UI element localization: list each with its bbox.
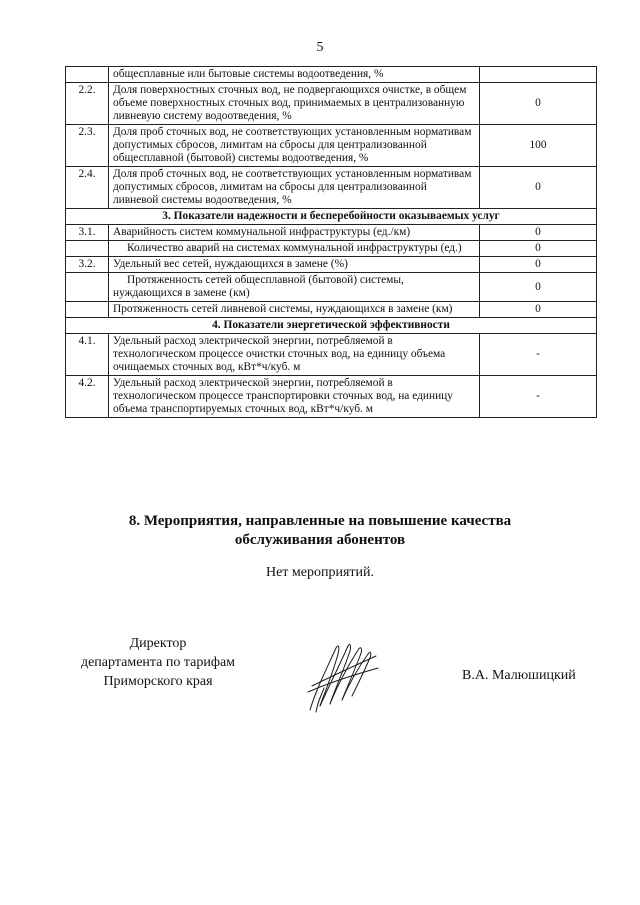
table-section-row [66, 209, 597, 225]
table-row [66, 273, 597, 302]
row-number [66, 302, 109, 318]
indicator-value: 100 [480, 125, 597, 167]
handwritten-signature [306, 640, 382, 714]
indicator-value: 0 [480, 257, 597, 273]
table-row [66, 257, 597, 273]
signer-name: В.А. Малюшицкий [462, 668, 576, 683]
table-row [66, 302, 597, 318]
indicator-value: 0 [480, 167, 597, 209]
indicator-value: 0 [480, 273, 597, 302]
indicators-table-body [66, 67, 597, 418]
indicator-value: 0 [480, 225, 597, 241]
page-number: 5 [316, 40, 324, 55]
table-row [66, 334, 597, 376]
table-row [66, 67, 597, 83]
table-row [66, 83, 597, 125]
indicator-value [480, 67, 597, 83]
indicator-name: Аварийность систем коммунальной инфраструктуры (ед./км) [109, 225, 480, 241]
row-number [66, 241, 109, 257]
row-number: 3.2. [66, 257, 109, 273]
signer-title-line-3: Приморского края [103, 674, 213, 689]
row-number: 4.2. [66, 376, 109, 418]
row-number: 2.4. [66, 167, 109, 209]
table-row [66, 167, 597, 209]
row-number [66, 67, 109, 83]
row-number: 2.3. [66, 125, 109, 167]
signer-title-line-1: Директор [129, 636, 187, 651]
row-number: 4.1. [66, 334, 109, 376]
indicator-name: Протяженность сетей общесплавной (бытовой) системы, нуждающихся в замене (км) [109, 273, 480, 302]
indicator-name: общесплавные или бытовые системы водоотведения, % [109, 67, 480, 83]
section-title: 3. Показатели надежности и бесперебойности оказываемых услуг [66, 209, 597, 225]
table-row [66, 225, 597, 241]
table-row [66, 125, 597, 167]
row-number: 3.1. [66, 225, 109, 241]
indicator-value: 0 [480, 241, 597, 257]
section-title: 4. Показатели энергетической эффективности [66, 318, 597, 334]
signer-title [58, 634, 258, 691]
indicator-name: Доля поверхностных сточных вод, не подвергающихся очистке, в общем объеме поверхностных сточных вод, принимаемых в централизованную ливневую систему водоотведения, % [109, 83, 480, 125]
table-row [66, 376, 597, 418]
indicator-value: 0 [480, 83, 597, 125]
no-measures-text: Нет мероприятий. [265, 565, 375, 580]
indicator-name: Удельный расход электрической энергии, потребляемой в технологическом процессе очистки сточных вод, на единицу объема очищаемых сточных вод, кВт*ч/куб. м [109, 334, 480, 376]
table-row [66, 241, 597, 257]
indicator-name: Количество аварий на системах коммунальной инфраструктуры (ед.) [109, 241, 480, 257]
indicator-name: Удельный расход электрической энергии, потребляемой в технологическом процессе транспортировки сточных вод, на единицу объема транспортируемых сточных вод, кВт*ч/куб. м [109, 376, 480, 418]
section-heading-line-1: 8. Мероприятия, направленные на повышение качества [128, 513, 512, 529]
row-number: 2.2. [66, 83, 109, 125]
indicator-value: - [480, 334, 597, 376]
signer-title-line-2: департамента по тарифам [80, 655, 236, 670]
indicator-name: Протяженность сетей ливневой системы, нуждающихся в замене (км) [109, 302, 480, 318]
row-number [66, 273, 109, 302]
indicator-value: - [480, 376, 597, 418]
indicator-name: Доля проб сточных вод, не соответствующих установленным нормативам допустимых сбросов, лимитам на сбросы для централизованной общесплавной (бытовой) системы водоотведения, % [109, 125, 480, 167]
indicator-name: Доля проб сточных вод, не соответствующих установленным нормативам допустимых сбросов, лимитам на сбросы для централизованной ливневой системы водоотведения, % [109, 167, 480, 209]
section-heading-line-2: обслуживания абонентов [234, 532, 406, 548]
indicators-table [65, 66, 597, 418]
table-section-row [66, 318, 597, 334]
section-heading [0, 512, 640, 550]
indicator-name: Удельный вес сетей, нуждающихся в замене (%) [109, 257, 480, 273]
indicator-value: 0 [480, 302, 597, 318]
